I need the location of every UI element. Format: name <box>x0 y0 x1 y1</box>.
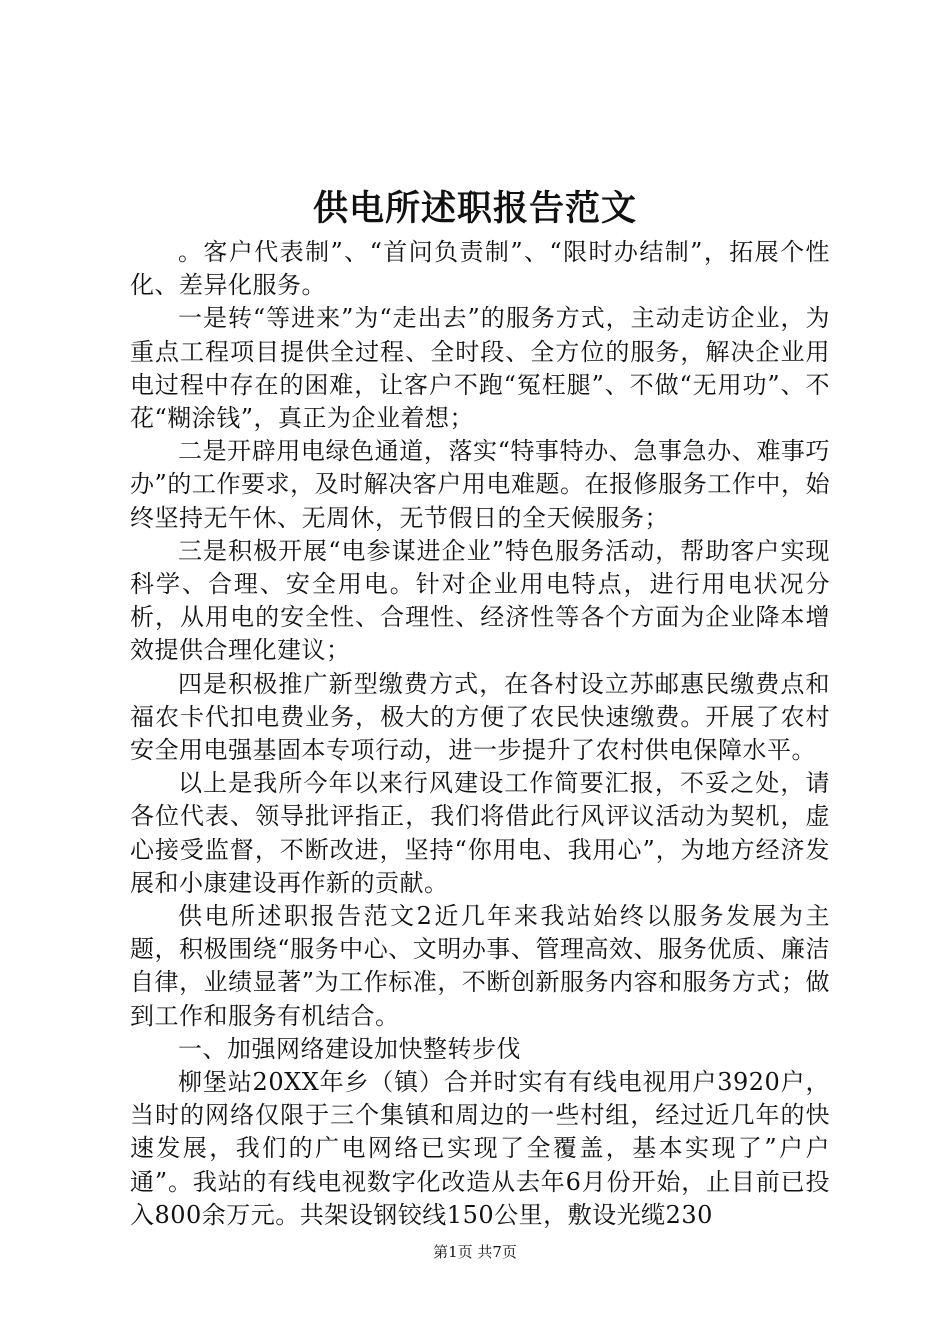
section-heading: 一、加强网络建设加快整转步伐 <box>178 1034 521 1063</box>
paragraph: 以上是我所今年以来行风建设工作简要汇报，不妥之处，请各位代表、领导批评指正，我们将借此行风评议活动为契机，虚心接受监督，不断改进，坚持“你用电、我用心”，为地方经济发展和小康建设再作新的贡献。 <box>130 769 830 897</box>
page-number-footer: 第1页 共7页 <box>433 1243 517 1261</box>
paragraph: 柳堡站20XX年乡（镇）合并时实有有线电视用户3920户，当时的网络仅限于三个集镇和周边的一些村组，经过近几年的快速发展，我们的广电网络已实现了全覆盖，基本实现了”户户通”。我站的有线电视数字化改造从去年6月份开始，止目前已投入800余万元。共架设钢铰线150公里，敷设光缆230 <box>130 1068 830 1229</box>
paragraph: 二是开辟用电绿色通道，落实“特事特办、急事急办、难事巧办”的工作要求，及时解决客户用电难题。在报修服务工作中，始终坚持无午休、无周休，无节假日的全天候服务； <box>130 437 830 532</box>
document-title: 供电所述职报告范文 <box>312 188 637 229</box>
paragraph: 四是积极推广新型缴费方式，在各村设立苏邮惠民缴费点和福农卡代扣电费业务，极大的方便了农民快速缴费。开展了农村安全用电强基固本专项行动，进一步提升了农村供电保障水平。 <box>130 669 830 765</box>
document-body <box>130 236 830 1232</box>
paragraph: 。客户代表制”、“首问负责制”、“限时办结制”，拓展个性化、差异化服务。 <box>130 238 830 300</box>
paragraph: 三是积极开展“电参谋进企业”特色服务活动，帮助客户实现科学、合理、安全用电。针对企业用电特点，进行用电状况分析，从用电的安全性、合理性、经济性等各个方面为企业降本增效提供合理化建议； <box>130 536 830 665</box>
paragraph: 一是转“等进来”为“走出去”的服务方式，主动走访企业，为重点工程项目提供全过程、全时段、全方位的服务，解决企业用电过程中存在的困难，让客户不跑“冤枉腿”、不做“无用功”、不花“糊涂钱”，真正为企业着想； <box>130 304 830 433</box>
paragraph: 供电所述职报告范文2近几年来我站始终以服务发展为主题，积极围绕“服务中心、文明办事、管理高效、服务优质、廉洁自律，业绩显著”为工作标准，不断创新服务内容和服务方式；做到工作和服务有机结合。 <box>130 902 830 1030</box>
